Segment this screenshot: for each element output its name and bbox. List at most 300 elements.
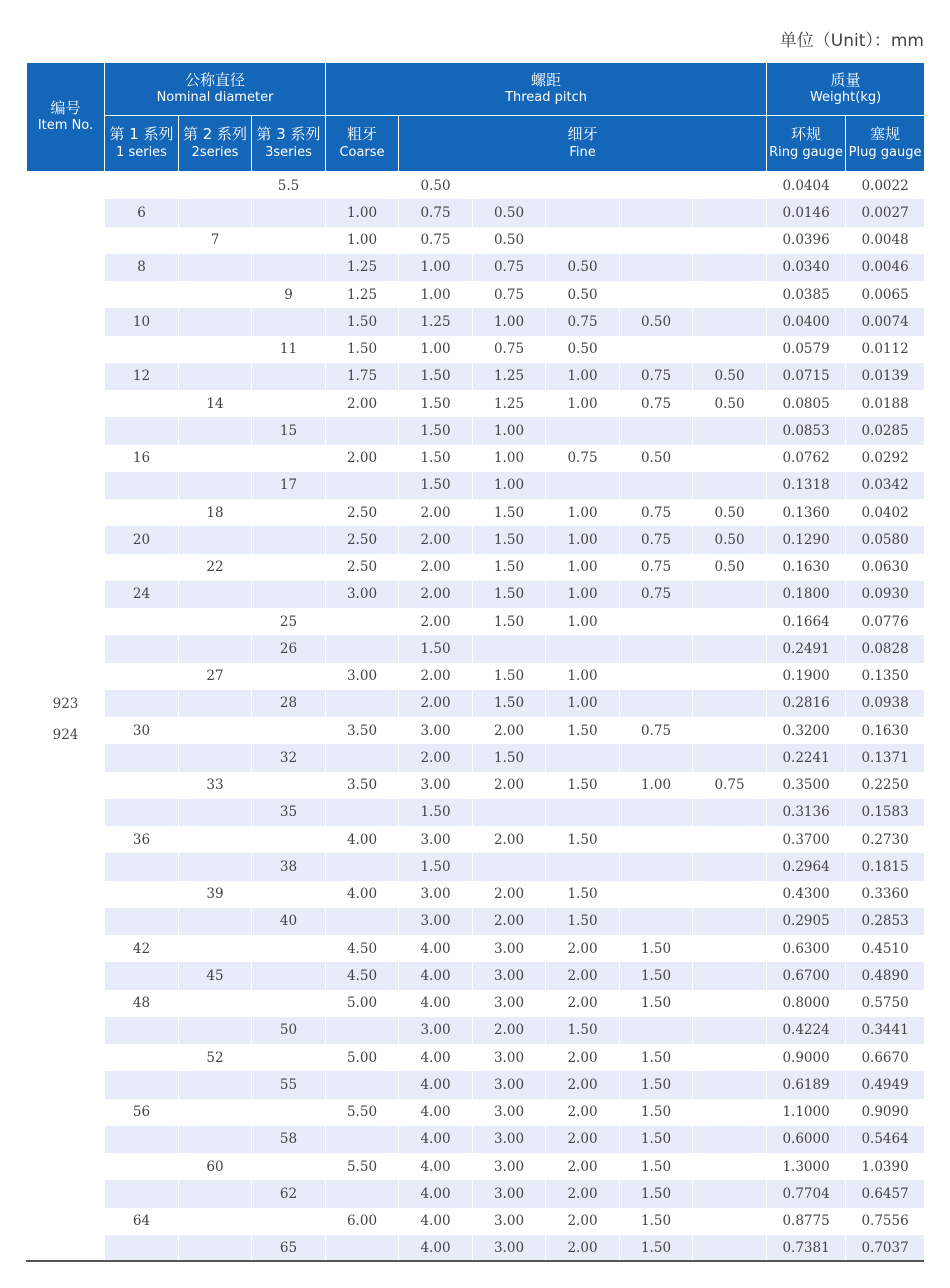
fine-pitch-cell	[693, 281, 767, 308]
series-3-cell	[252, 390, 326, 417]
coarse-pitch-cell	[326, 908, 399, 935]
coarse-pitch-cell	[326, 744, 399, 771]
ring-gauge-weight-cell: 1.3000	[767, 1153, 846, 1180]
table-row	[27, 390, 925, 417]
coarse-pitch-cell	[326, 1235, 399, 1262]
plug-gauge-weight-cell: 0.1350	[846, 663, 925, 690]
ring-gauge-weight-cell: 0.1800	[767, 581, 846, 608]
fine-pitch-cell	[693, 1153, 767, 1180]
series-2-cell	[179, 1071, 252, 1098]
fine-pitch-cell: 1.00	[546, 554, 620, 581]
fine-pitch-cell: 0.75	[693, 772, 767, 799]
coarse-pitch-cell: 5.00	[326, 1044, 399, 1071]
ring-gauge-weight-cell: 0.6700	[767, 962, 846, 989]
fine-pitch-cell	[620, 1017, 693, 1044]
coarse-pitch-cell	[326, 1180, 399, 1207]
plug-gauge-weight-cell: 0.0065	[846, 281, 925, 308]
fine-pitch-cell: 1.50	[620, 962, 693, 989]
series-1-cell: 42	[105, 935, 179, 962]
fine-pitch-cell	[546, 199, 620, 226]
header-ring-gauge	[767, 116, 846, 172]
header-series-2	[179, 116, 252, 172]
coarse-pitch-cell: 5.00	[326, 990, 399, 1017]
plug-gauge-weight-cell: 0.6457	[846, 1180, 925, 1207]
ring-gauge-weight-cell: 0.9000	[767, 1044, 846, 1071]
table-row	[27, 962, 925, 989]
ring-gauge-weight-cell: 0.7381	[767, 1235, 846, 1262]
fine-pitch-cell: 1.00	[399, 254, 473, 281]
table-row	[27, 826, 925, 853]
series-3-cell: 62	[252, 1180, 326, 1207]
fine-pitch-cell: 3.00	[473, 1235, 546, 1262]
table-row	[27, 581, 925, 608]
table-row	[27, 472, 925, 499]
fine-pitch-cell: 0.75	[473, 281, 546, 308]
fine-pitch-cell: 4.00	[399, 1071, 473, 1098]
series-1-cell	[105, 281, 179, 308]
plug-gauge-weight-cell: 0.0402	[846, 499, 925, 526]
fine-pitch-cell	[693, 1180, 767, 1207]
table-row	[27, 1153, 925, 1180]
fine-pitch-cell: 1.50	[473, 744, 546, 771]
fine-pitch-cell	[693, 254, 767, 281]
ring-gauge-weight-cell: 0.2905	[767, 908, 846, 935]
fine-pitch-cell	[693, 608, 767, 635]
fine-pitch-cell: 1.50	[620, 1126, 693, 1153]
table-row	[27, 635, 925, 662]
fine-pitch-cell: 1.50	[546, 772, 620, 799]
coarse-pitch-cell	[326, 799, 399, 826]
header-s2-en: 2series	[191, 144, 239, 160]
fine-pitch-cell	[546, 799, 620, 826]
table-row	[27, 853, 925, 880]
item-number: 924	[52, 727, 79, 743]
fine-pitch-cell	[693, 717, 767, 744]
series-2-cell	[179, 1126, 252, 1153]
series-3-cell	[252, 308, 326, 335]
coarse-pitch-cell: 2.00	[326, 445, 399, 472]
fine-pitch-cell: 2.00	[473, 772, 546, 799]
header-nominal-en: Nominal diameter	[156, 90, 274, 106]
table-row	[27, 1235, 925, 1262]
fine-pitch-cell: 1.50	[620, 1044, 693, 1071]
ring-gauge-weight-cell: 0.6300	[767, 935, 846, 962]
header-s1-en: 1 series	[116, 144, 167, 160]
fine-pitch-cell: 2.00	[546, 1208, 620, 1235]
table-row	[27, 417, 925, 444]
series-1-cell: 12	[105, 363, 179, 390]
series-3-cell	[252, 581, 326, 608]
plug-gauge-weight-cell: 0.0580	[846, 526, 925, 553]
fine-pitch-cell: 0.50	[473, 199, 546, 226]
fine-pitch-cell: 1.50	[473, 499, 546, 526]
series-1-cell	[105, 908, 179, 935]
coarse-pitch-cell: 3.00	[326, 663, 399, 690]
header-nominal-zh: 公称直径	[184, 70, 245, 89]
fine-pitch-cell: 0.75	[620, 499, 693, 526]
fine-pitch-cell	[693, 581, 767, 608]
fine-pitch-cell: 1.00	[546, 581, 620, 608]
table-row	[27, 717, 925, 744]
fine-pitch-cell	[620, 690, 693, 717]
series-1-cell	[105, 690, 179, 717]
plug-gauge-weight-cell: 0.0139	[846, 363, 925, 390]
fine-pitch-cell: 3.00	[399, 826, 473, 853]
fine-pitch-cell	[620, 172, 693, 200]
fine-pitch-cell: 1.00	[473, 472, 546, 499]
fine-pitch-cell: 1.00	[399, 281, 473, 308]
series-3-cell	[252, 772, 326, 799]
plug-gauge-weight-cell: 0.1583	[846, 799, 925, 826]
series-2-cell: 7	[179, 227, 252, 254]
coarse-pitch-cell: 1.25	[326, 281, 399, 308]
plug-gauge-weight-cell: 0.1815	[846, 853, 925, 880]
plug-gauge-weight-cell: 0.7556	[846, 1208, 925, 1235]
fine-pitch-cell: 2.00	[546, 1180, 620, 1207]
fine-pitch-cell: 0.50	[693, 363, 767, 390]
fine-pitch-cell	[693, 881, 767, 908]
series-1-cell	[105, 744, 179, 771]
coarse-pitch-cell	[326, 472, 399, 499]
ring-gauge-weight-cell: 0.4224	[767, 1017, 846, 1044]
series-3-cell	[252, 717, 326, 744]
fine-pitch-cell: 2.00	[399, 499, 473, 526]
header-s3-en: 3series	[265, 144, 312, 160]
fine-pitch-cell: 1.00	[546, 690, 620, 717]
fine-pitch-cell: 1.00	[546, 663, 620, 690]
fine-pitch-cell: 2.00	[546, 1044, 620, 1071]
fine-pitch-cell	[473, 853, 546, 880]
fine-pitch-cell	[693, 826, 767, 853]
unit-label: 单位（Unit）：mm	[779, 31, 924, 51]
series-1-cell	[105, 1017, 179, 1044]
series-3-cell: 11	[252, 336, 326, 363]
series-1-cell	[105, 554, 179, 581]
series-1-cell	[105, 608, 179, 635]
series-1-cell	[105, 472, 179, 499]
series-3-cell	[252, 554, 326, 581]
plug-gauge-weight-cell: 0.5750	[846, 990, 925, 1017]
fine-pitch-cell: 2.00	[473, 881, 546, 908]
fine-pitch-cell: 1.00	[620, 772, 693, 799]
fine-pitch-cell: 1.50	[399, 799, 473, 826]
plug-gauge-weight-cell: 0.9090	[846, 1099, 925, 1126]
header-plug-gauge	[846, 116, 925, 172]
item-number: 923	[52, 696, 79, 712]
table-row	[27, 1099, 925, 1126]
ring-gauge-weight-cell: 0.2491	[767, 635, 846, 662]
fine-pitch-cell: 0.50	[693, 526, 767, 553]
series-3-cell: 9	[252, 281, 326, 308]
series-2-cell	[179, 635, 252, 662]
fine-pitch-cell	[693, 1044, 767, 1071]
fine-pitch-cell: 1.50	[620, 1180, 693, 1207]
series-3-cell	[252, 826, 326, 853]
series-3-cell: 58	[252, 1126, 326, 1153]
fine-pitch-cell: 2.00	[399, 690, 473, 717]
table-row	[27, 1044, 925, 1071]
ring-gauge-weight-cell: 0.7704	[767, 1180, 846, 1207]
table-row	[27, 227, 925, 254]
series-3-cell	[252, 526, 326, 553]
plug-gauge-weight-cell: 0.0048	[846, 227, 925, 254]
fine-pitch-cell	[693, 990, 767, 1017]
series-3-cell: 55	[252, 1071, 326, 1098]
header-coarse	[326, 116, 399, 172]
fine-pitch-cell: 1.50	[473, 581, 546, 608]
ring-gauge-weight-cell: 0.0404	[767, 172, 846, 200]
series-3-cell: 26	[252, 635, 326, 662]
series-2-cell	[179, 744, 252, 771]
plug-gauge-weight-cell: 0.4949	[846, 1071, 925, 1098]
series-2-cell	[179, 799, 252, 826]
fine-pitch-cell: 3.00	[473, 1180, 546, 1207]
plug-gauge-weight-cell: 0.5464	[846, 1126, 925, 1153]
fine-pitch-cell: 2.00	[399, 554, 473, 581]
series-1-cell: 8	[105, 254, 179, 281]
series-1-cell	[105, 772, 179, 799]
fine-pitch-cell: 2.00	[473, 717, 546, 744]
plug-gauge-weight-cell: 0.0112	[846, 336, 925, 363]
header-plug-en: Plug gauge	[848, 144, 922, 160]
series-3-cell: 50	[252, 1017, 326, 1044]
coarse-pitch-cell: 1.25	[326, 254, 399, 281]
fine-pitch-cell: 0.75	[546, 308, 620, 335]
series-3-cell: 25	[252, 608, 326, 635]
header-item-no	[27, 63, 105, 172]
series-2-cell	[179, 1180, 252, 1207]
ring-gauge-weight-cell: 0.0146	[767, 199, 846, 226]
series-2-cell	[179, 1235, 252, 1262]
coarse-pitch-cell: 6.00	[326, 1208, 399, 1235]
bottom-rule	[26, 1260, 924, 1262]
series-3-cell: 17	[252, 472, 326, 499]
ring-gauge-weight-cell: 0.2241	[767, 744, 846, 771]
thread-gauge-table-wrapper	[26, 62, 924, 1262]
fine-pitch-cell: 2.00	[546, 935, 620, 962]
fine-pitch-cell: 0.75	[546, 445, 620, 472]
header-ring-en: Ring gauge	[769, 144, 844, 160]
fine-pitch-cell	[620, 826, 693, 853]
table-row	[27, 608, 925, 635]
fine-pitch-cell: 3.00	[473, 962, 546, 989]
fine-pitch-cell	[546, 417, 620, 444]
series-3-cell	[252, 199, 326, 226]
fine-pitch-cell	[546, 635, 620, 662]
header-fine-en: Fine	[569, 144, 596, 160]
plug-gauge-weight-cell: 0.0342	[846, 472, 925, 499]
fine-pitch-cell	[620, 663, 693, 690]
series-1-cell	[105, 336, 179, 363]
header-s2-zh: 第 2 系列	[182, 125, 248, 144]
fine-pitch-cell	[693, 1017, 767, 1044]
coarse-pitch-cell: 2.50	[326, 554, 399, 581]
ring-gauge-weight-cell: 0.2964	[767, 853, 846, 880]
plug-gauge-weight-cell: 0.1630	[846, 717, 925, 744]
plug-gauge-weight-cell: 0.7037	[846, 1235, 925, 1262]
coarse-pitch-cell: 3.00	[326, 581, 399, 608]
fine-pitch-cell: 3.00	[473, 1099, 546, 1126]
series-3-cell	[252, 663, 326, 690]
fine-pitch-cell: 0.75	[620, 363, 693, 390]
series-1-cell: 36	[105, 826, 179, 853]
fine-pitch-cell: 1.50	[620, 935, 693, 962]
fine-pitch-cell: 0.75	[473, 254, 546, 281]
fine-pitch-cell: 2.00	[399, 744, 473, 771]
table-row	[27, 199, 925, 226]
fine-pitch-cell	[473, 799, 546, 826]
thread-gauge-table	[26, 62, 925, 1262]
fine-pitch-cell	[473, 635, 546, 662]
fine-pitch-cell: 0.50	[399, 172, 473, 200]
table-row	[27, 526, 925, 553]
fine-pitch-cell	[693, 690, 767, 717]
fine-pitch-cell: 2.00	[399, 581, 473, 608]
fine-pitch-cell: 1.00	[473, 445, 546, 472]
table-row	[27, 1126, 925, 1153]
series-1-cell	[105, 1126, 179, 1153]
series-1-cell: 30	[105, 717, 179, 744]
fine-pitch-cell	[620, 417, 693, 444]
fine-pitch-cell: 1.00	[546, 608, 620, 635]
header-s3-zh: 第 3 系列	[256, 125, 321, 144]
fine-pitch-cell: 3.00	[473, 1208, 546, 1235]
fine-pitch-cell: 0.75	[620, 526, 693, 553]
fine-pitch-cell: 1.50	[620, 1153, 693, 1180]
ring-gauge-weight-cell: 0.1630	[767, 554, 846, 581]
series-1-cell	[105, 172, 179, 200]
series-1-cell	[105, 635, 179, 662]
coarse-pitch-cell: 2.50	[326, 526, 399, 553]
ring-gauge-weight-cell: 1.1000	[767, 1099, 846, 1126]
fine-pitch-cell: 1.50	[399, 363, 473, 390]
fine-pitch-cell: 1.50	[546, 826, 620, 853]
fine-pitch-cell: 1.25	[399, 308, 473, 335]
series-2-cell: 39	[179, 881, 252, 908]
series-3-cell	[252, 935, 326, 962]
fine-pitch-cell: 0.50	[546, 254, 620, 281]
fine-pitch-cell	[473, 172, 546, 200]
fine-pitch-cell: 4.00	[399, 1099, 473, 1126]
fine-pitch-cell: 2.00	[546, 962, 620, 989]
fine-pitch-cell: 1.50	[399, 445, 473, 472]
series-3-cell	[252, 254, 326, 281]
header-item-no-zh: 编号	[50, 98, 81, 117]
table-row	[27, 690, 925, 717]
ring-gauge-weight-cell: 0.6000	[767, 1126, 846, 1153]
coarse-pitch-cell	[326, 608, 399, 635]
fine-pitch-cell	[693, 635, 767, 662]
coarse-pitch-cell: 4.00	[326, 826, 399, 853]
header-plug-zh: 塞规	[870, 125, 901, 144]
table-row	[27, 336, 925, 363]
fine-pitch-cell	[693, 935, 767, 962]
coarse-pitch-cell: 1.50	[326, 336, 399, 363]
header-ring-zh: 环规	[791, 125, 822, 144]
series-1-cell	[105, 1180, 179, 1207]
series-1-cell	[105, 227, 179, 254]
series-3-cell	[252, 1044, 326, 1071]
series-3-cell	[252, 1153, 326, 1180]
fine-pitch-cell	[693, 308, 767, 335]
fine-pitch-cell	[693, 853, 767, 880]
fine-pitch-cell: 4.00	[399, 1126, 473, 1153]
fine-pitch-cell	[693, 472, 767, 499]
fine-pitch-cell: 2.00	[546, 990, 620, 1017]
series-3-cell: 35	[252, 799, 326, 826]
coarse-pitch-cell	[326, 853, 399, 880]
ring-gauge-weight-cell: 0.8000	[767, 990, 846, 1017]
ring-gauge-weight-cell: 0.0385	[767, 281, 846, 308]
series-2-cell	[179, 336, 252, 363]
coarse-pitch-cell: 5.50	[326, 1099, 399, 1126]
fine-pitch-cell	[693, 417, 767, 444]
plug-gauge-weight-cell: 0.4510	[846, 935, 925, 962]
fine-pitch-cell: 1.50	[399, 417, 473, 444]
series-2-cell	[179, 717, 252, 744]
fine-pitch-cell: 1.50	[399, 853, 473, 880]
series-3-cell	[252, 227, 326, 254]
fine-pitch-cell	[620, 199, 693, 226]
fine-pitch-cell: 3.00	[399, 1017, 473, 1044]
series-3-cell	[252, 881, 326, 908]
fine-pitch-cell: 1.50	[473, 554, 546, 581]
series-1-cell: 24	[105, 581, 179, 608]
header-fine-zh: 细牙	[567, 125, 598, 144]
series-1-cell	[105, 499, 179, 526]
fine-pitch-cell: 3.00	[473, 1126, 546, 1153]
header-thread-pitch	[326, 63, 767, 116]
ring-gauge-weight-cell: 0.0853	[767, 417, 846, 444]
fine-pitch-cell: 1.50	[473, 526, 546, 553]
plug-gauge-weight-cell: 0.0930	[846, 581, 925, 608]
table-row	[27, 281, 925, 308]
fine-pitch-cell: 0.75	[620, 554, 693, 581]
fine-pitch-cell: 0.75	[399, 199, 473, 226]
plug-gauge-weight-cell: 1.0390	[846, 1153, 925, 1180]
fine-pitch-cell	[693, 663, 767, 690]
plug-gauge-weight-cell: 0.1371	[846, 744, 925, 771]
fine-pitch-cell: 3.00	[473, 1071, 546, 1098]
series-1-cell	[105, 853, 179, 880]
fine-pitch-cell: 3.00	[473, 990, 546, 1017]
fine-pitch-cell: 4.00	[399, 1208, 473, 1235]
fine-pitch-cell	[693, 1208, 767, 1235]
fine-pitch-cell: 1.00	[546, 390, 620, 417]
series-2-cell	[179, 172, 252, 200]
fine-pitch-cell	[546, 472, 620, 499]
fine-pitch-cell	[693, 1099, 767, 1126]
fine-pitch-cell: 0.75	[620, 581, 693, 608]
series-3-cell	[252, 499, 326, 526]
header-weight-zh: 质量	[830, 70, 861, 89]
series-3-cell	[252, 363, 326, 390]
fine-pitch-cell	[693, 445, 767, 472]
series-2-cell: 27	[179, 663, 252, 690]
series-3-cell	[252, 1208, 326, 1235]
plug-gauge-weight-cell: 0.0292	[846, 445, 925, 472]
ring-gauge-weight-cell: 0.8775	[767, 1208, 846, 1235]
fine-pitch-cell	[620, 336, 693, 363]
table-row	[27, 772, 925, 799]
fine-pitch-cell: 1.50	[620, 990, 693, 1017]
plug-gauge-weight-cell: 0.0938	[846, 690, 925, 717]
series-2-cell: 33	[179, 772, 252, 799]
plug-gauge-weight-cell: 0.4890	[846, 962, 925, 989]
coarse-pitch-cell	[326, 417, 399, 444]
table-row	[27, 663, 925, 690]
plug-gauge-weight-cell: 0.0285	[846, 417, 925, 444]
